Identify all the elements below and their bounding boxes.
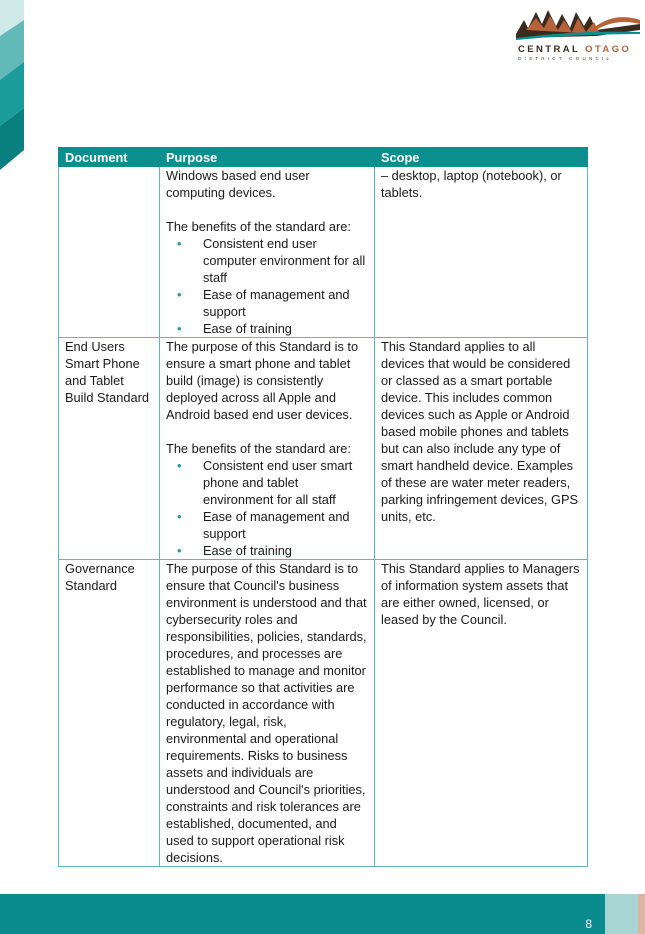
logo-word-central: CENTRAL bbox=[518, 44, 581, 55]
mountain-logo-icon bbox=[516, 6, 640, 40]
document-cell: End Users Smart Phone and Tablet Build Standard bbox=[59, 338, 160, 560]
scope-cell: This Standard applies to Managers of information system assets that are either owned, licensed, or leased by the Council. bbox=[375, 560, 588, 867]
purpose-lead: The benefits of the standard are: bbox=[166, 441, 351, 456]
list-item: • Ease of training bbox=[203, 542, 368, 559]
document-cell: Governance Standard bbox=[59, 560, 160, 867]
footer-bar bbox=[0, 894, 605, 934]
footer-accent-light bbox=[605, 894, 638, 934]
purpose-cell bbox=[160, 167, 375, 338]
purpose-cell bbox=[160, 560, 375, 867]
benefits-list bbox=[166, 457, 368, 559]
page-number: 8 bbox=[585, 917, 592, 931]
council-logo bbox=[516, 6, 640, 60]
logo-word-otago: OTAGO bbox=[585, 44, 632, 55]
purpose-cell bbox=[160, 338, 375, 560]
table-row bbox=[59, 338, 588, 560]
logo-subtitle: DISTRICT COUNCIL bbox=[518, 56, 613, 61]
document-cell bbox=[59, 167, 160, 338]
list-item: • Ease of management and support bbox=[203, 286, 368, 320]
table-row bbox=[59, 560, 588, 867]
spacer bbox=[166, 201, 368, 218]
list-item: • Ease of management and support bbox=[203, 508, 368, 542]
purpose-intro: The purpose of this Standard is to ensure a smart phone and tablet build (image) is consistently deployed across all Apple and Android based end user devices. bbox=[166, 339, 359, 422]
footer-accent-tan bbox=[638, 894, 645, 934]
benefits-list bbox=[166, 235, 368, 337]
logo-title bbox=[518, 44, 640, 55]
purpose-intro: The purpose of this Standard is to ensure that Council's business environment is understood and that cybersecurity roles and responsibilities, policies, standards, procedures, and processes are established to manage and monitor performance so that activities are conducted in accordance with regulatory, legal, risk, environmental and operational requirements. Risks to business assets and individuals are understood and Council's priorities, constraints and risk tolerances are established, documented, and used to support operational risk decisions. bbox=[166, 561, 367, 865]
table-header-row bbox=[59, 148, 588, 167]
scope-cell: – desktop, laptop (notebook), or tablets. bbox=[375, 167, 588, 338]
left-decorative-band bbox=[0, 0, 24, 170]
table-row bbox=[59, 167, 588, 338]
header-document: Document bbox=[59, 148, 160, 167]
purpose-lead: The benefits of the standard are: bbox=[166, 219, 351, 234]
purpose-intro: Windows based end user computing devices. bbox=[166, 168, 310, 200]
header-purpose: Purpose bbox=[160, 148, 375, 167]
list-item: • Ease of training bbox=[203, 320, 368, 337]
list-item: • Consistent end user computer environment for all staff bbox=[203, 235, 368, 286]
spacer bbox=[166, 423, 368, 440]
header-scope: Scope bbox=[375, 148, 588, 167]
scope-cell: This Standard applies to all devices that would be considered or classed as a smart portable device. This includes common devices such as Apple or Android based mobile phones and tablets but can also include any type of smart handheld device. Examples of these are water meter readers, parking infringement devices, GPS units, etc. bbox=[375, 338, 588, 560]
standards-table bbox=[58, 147, 588, 867]
list-item: • Consistent end user smart phone and tablet environment for all staff bbox=[203, 457, 368, 508]
